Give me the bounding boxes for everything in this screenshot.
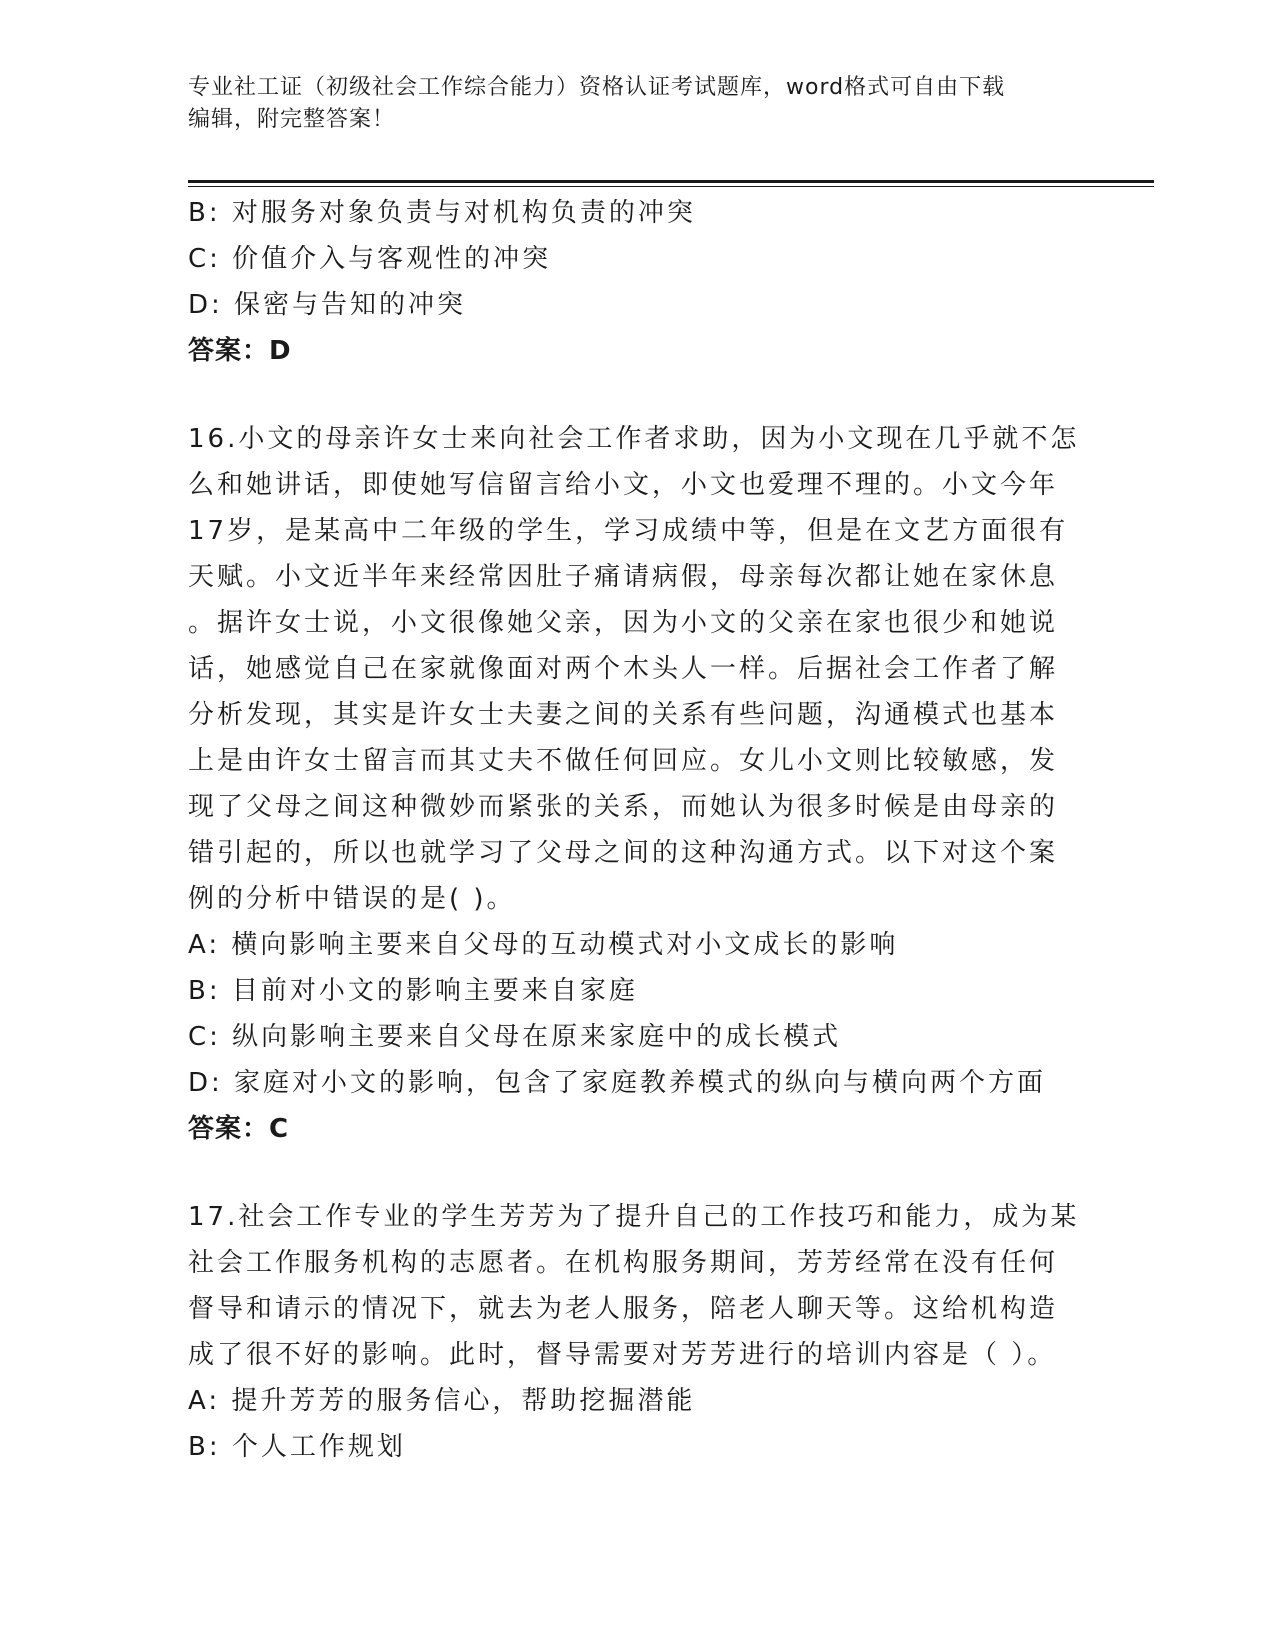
option-a: A: 提升芳芳的服务信心，帮助挖掘潜能	[188, 1386, 696, 1416]
header-title-line-1: 专业社工证（初级社会工作综合能力）资格认证考试题库，word格式可自由下载	[188, 75, 1006, 100]
question-text-line: 17.社会工作专业的学生芳芳为了提升自己的工作技巧和能力，成为某	[188, 1202, 1080, 1232]
question-text-line: 成了很不好的影响。此时，督导需要对芳芳进行的培训内容是（ ）。	[188, 1340, 1057, 1370]
question-text-line: 现了父母之间这种微妙而紧张的关系，而她认为很多时候是由母亲的	[188, 792, 1059, 822]
document-body	[188, 190, 1088, 1470]
question-text-line: 社会工作服务机构的志愿者。在机构服务期间，芳芳经常在没有任何	[188, 1248, 1059, 1278]
question-text-line: 16.小文的母亲许女士来向社会工作者求助，因为小文现在几乎就不怎	[188, 424, 1080, 454]
answer-line: 答案：D	[188, 336, 292, 366]
question-text-line: 上是由许女士留言而其丈夫不做任何回应。女儿小文则比较敏感，发	[188, 746, 1059, 776]
question-text-line: 错引起的，所以也就学习了父母之间的这种沟通方式。以下对这个案	[188, 838, 1059, 868]
question-16	[188, 416, 1088, 1152]
question-15-continued	[188, 190, 1088, 374]
question-text-line: 督导和请示的情况下，就去为老人服务，陪老人聊天等。这给机构造	[188, 1294, 1059, 1324]
option-c: C: 纵向影响主要来自父母在原来家庭中的成长模式	[188, 1022, 842, 1052]
option-d: D: 家庭对小文的影响，包含了家庭教养模式的纵向与横向两个方面	[188, 1068, 1047, 1098]
spacer	[188, 1152, 1088, 1194]
option-c: C: 价值介入与客观性的冲突	[188, 244, 552, 274]
question-text-line: 分析发现，其实是许女士夫妻之间的关系有些问题，沟通模式也基本	[188, 700, 1059, 730]
option-b: B: 目前对小文的影响主要来自家庭	[188, 976, 638, 1006]
option-b: B: 对服务对象负责与对机构负责的冲突	[188, 198, 696, 228]
question-text-line: 么和她讲话，即使她写信留言给小文，小文也爱理不理的。小文今年	[188, 470, 1059, 500]
header-divider	[188, 180, 1154, 183]
header-title-line-2: 编辑，附完整答案！	[188, 107, 396, 132]
question-text-line: 17岁，是某高中二年级的学生，学习成绩中等，但是在文艺方面很有	[188, 516, 1069, 546]
spacer	[188, 374, 1088, 416]
option-b: B: 个人工作规划	[188, 1432, 406, 1462]
question-text-line: 。据许女士说，小文很像她父亲，因为小文的父亲在家也很少和她说	[188, 608, 1059, 638]
question-text-line: 话，她感觉自己在家就像面对两个木头人一样。后据社会工作者了解	[188, 654, 1059, 684]
page-header	[188, 72, 1088, 136]
answer-line: 答案：C	[188, 1114, 290, 1144]
question-text-line: 天赋。小文近半年来经常因肚子痛请病假，母亲每次都让她在家休息	[188, 562, 1059, 592]
question-text-line: 例的分析中错误的是( )。	[188, 884, 516, 914]
question-17	[188, 1194, 1088, 1470]
header-divider-thin	[188, 186, 1154, 187]
option-d: D: 保密与告知的冲突	[188, 290, 467, 320]
option-a: A: 横向影响主要来自父母的互动模式对小文成长的影响	[188, 930, 899, 960]
